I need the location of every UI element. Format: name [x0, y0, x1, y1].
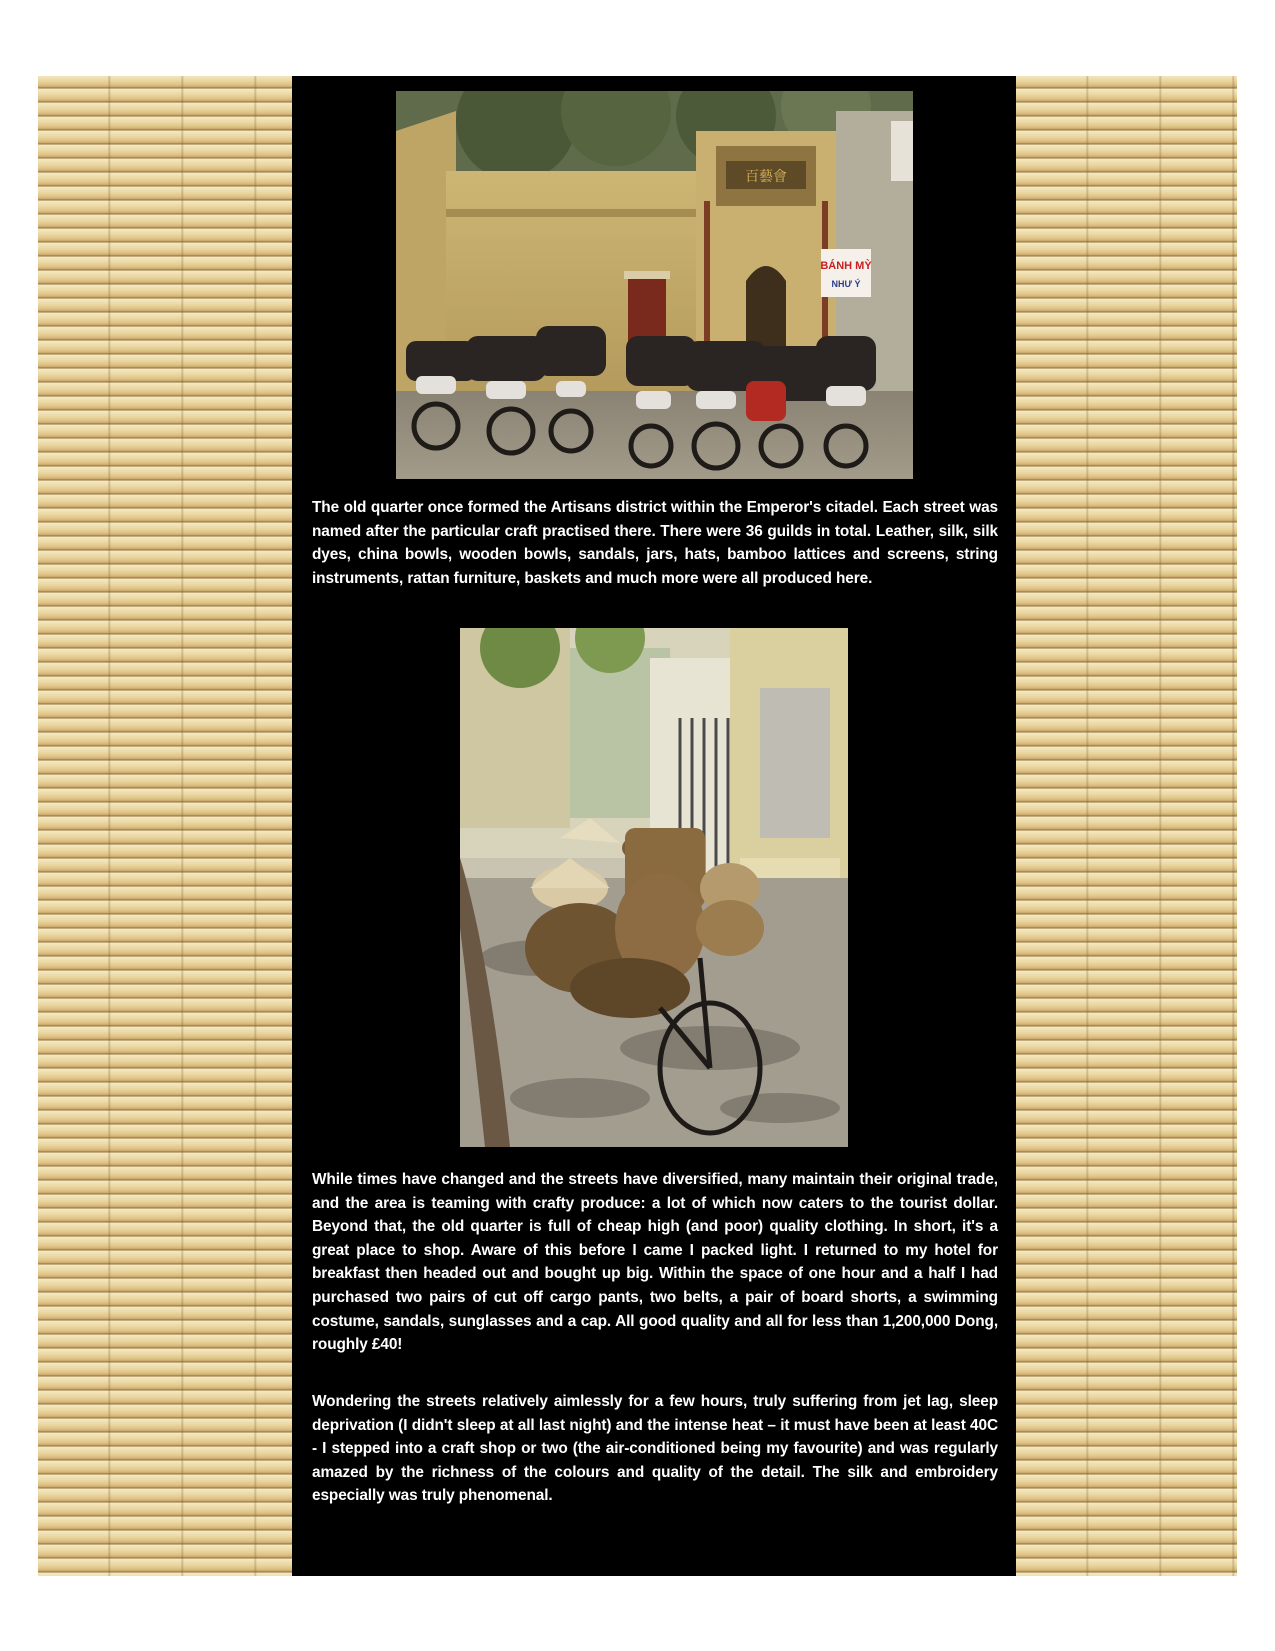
old-quarter-gate-photo: [396, 91, 913, 479]
bamboo-border-left: [38, 76, 292, 1576]
paragraph-old-quarter: The old quarter once formed the Artisans district within the Emperor's citadel. Each street was named after the particular craft practised there. There were 36 guilds in total. Leather, silk, silk dyes, china bowls, wooden bowls, sandals, jars, hats, bamboo lattices and screens, string instruments, rattan furniture, baskets and much more were all produced here.: [312, 499, 998, 587]
basket-bicycle-photo: [460, 628, 848, 1147]
paragraph-shopping: While times have changed and the streets have diversified, many maintain their original trade, and the area is teaming with crafty produce: a lot of which now caters to the tourist dollar. Beyond that, the old quarter is full of cheap high (and poor) quality clothing. In short, it's a great place to shop. Aware of this before I came I packed light. I returned to my hotel for breakfast then headed out and bought up big. Within the space of one hour and a half I had purchased two pairs of cut off cargo pants, two belts, a pair of board shorts, a swimming costume, sandals, sunglasses and a cap. All good quality and all for less than 1,200,000 Dong, roughly £40!: [312, 1171, 998, 1354]
svg-text:百藝會: 百藝會: [745, 169, 787, 185]
sign-text-banh-my: BÁNH MỲ: [820, 260, 872, 272]
content-panel: [292, 76, 1016, 1576]
paragraph-wandering: Wondering the streets relatively aimlessly for a few hours, truly suffering from jet lag, sleep deprivation (I didn't sleep at all last night) and the intense heat – it must have been at least 40C - I stepped into a craft shop or two (the air-conditioned being my favourite) and was regularly amazed by the richness of the colours and quality of the detail. The silk and embroidery especially was truly phenomenal.: [312, 1393, 998, 1505]
bamboo-border-right: [1016, 76, 1237, 1576]
sign-text-nhu-y: NHƯ Ý: [831, 279, 861, 289]
